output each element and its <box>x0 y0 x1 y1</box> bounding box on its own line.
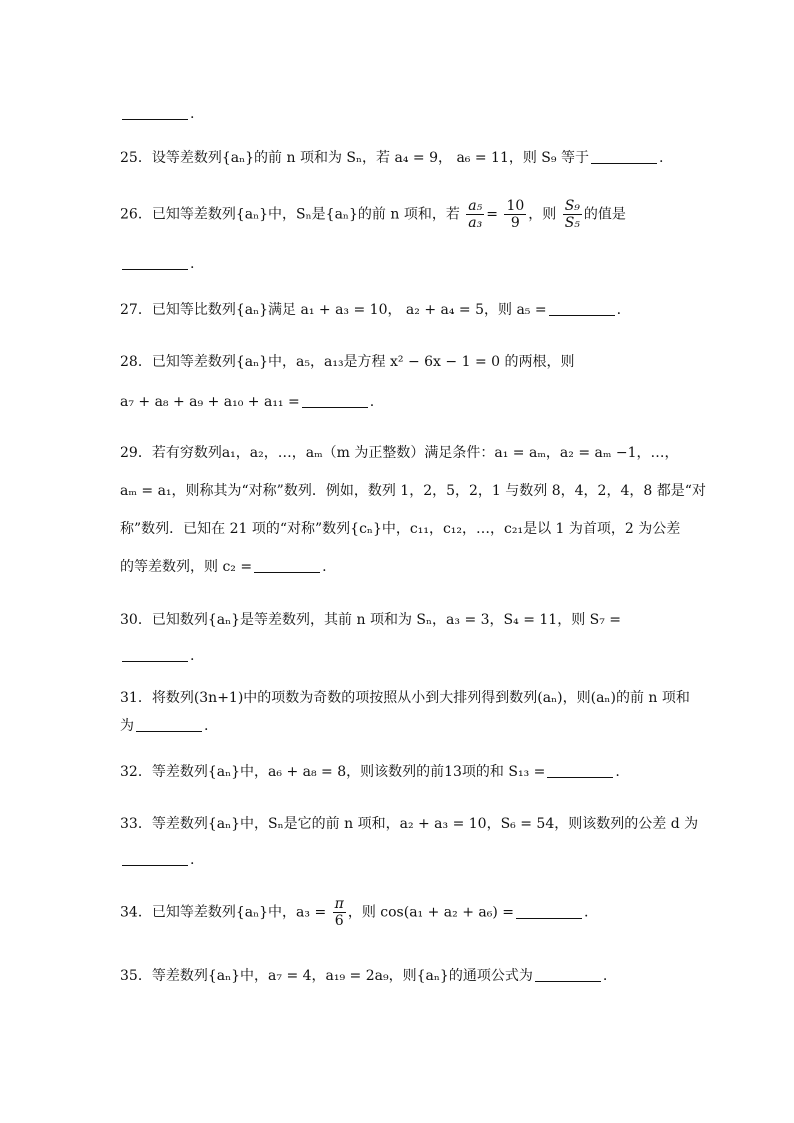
period: . <box>369 394 375 410</box>
fraction-denominator: 6 <box>334 913 344 929</box>
question-29-text: 29．若有穷数列a₁，a₂，…，aₘ（m 为正整数）满足条件：a₁ = aₘ，a₂ = aₘ −1，…， <box>120 445 679 461</box>
answer-blank <box>547 763 613 778</box>
period: . <box>583 904 589 921</box>
question-30 <box>120 610 621 630</box>
question-29-text: aₘ = a₁，则称其为“对称”数列．例如，数列 1，2，5，2，1 与数列 8，4，2，4，8 都是“对 <box>120 483 706 499</box>
question-26-text-c: 的值是 <box>583 206 626 223</box>
question-26-answer-line <box>120 254 194 274</box>
question-26-text-a: 26．已知等差数列{aₙ}中，Sₙ是{aₙ}的前 n 项和，若 <box>120 206 460 223</box>
fraction-numerator: 10 <box>506 198 525 214</box>
fraction-denominator: 9 <box>510 215 520 231</box>
question-27 <box>120 300 621 320</box>
period: . <box>190 256 195 272</box>
question-32 <box>120 762 620 782</box>
question-29-line-2 <box>120 481 706 501</box>
question-33 <box>120 814 698 834</box>
question-31-text: 31．将数列(3n+1)中的项数为奇数的项按照从小到大排列得到数列(aₙ)，则(aₙ)的前 n 项和 <box>120 690 690 706</box>
period: . <box>190 106 195 122</box>
fraction-numerator: π <box>334 896 344 912</box>
answer-blank <box>122 851 188 866</box>
answer-blank <box>591 149 657 164</box>
question-35-text: 35．等差数列{aₙ}中，a₇ = 4，a₁₉ = 2a₉，则{aₙ}的通项公式为 <box>120 968 533 984</box>
question-29-line-4 <box>120 557 327 577</box>
answer-blank <box>122 255 188 270</box>
fraction-denominator: S₅ <box>564 215 580 231</box>
question-29-text: 的等差数列，则 c₂ = <box>120 559 253 575</box>
answer-blank <box>535 967 601 982</box>
question-29-text: 称”数列．已知在 21 项的“对称”数列{cₙ}中，c₁₁，c₁₂，…，c₂₁是以 1 为首项，2 为公差 <box>120 521 681 537</box>
answer-blank <box>516 904 582 919</box>
answer-blank <box>302 393 368 408</box>
fraction-a5-over-a3 <box>466 198 484 231</box>
fraction-denominator: a₃ <box>468 215 483 231</box>
question-29-line-1 <box>120 443 679 463</box>
period: . <box>658 150 664 166</box>
fraction-numerator: a₅ <box>468 198 483 214</box>
question-30-answer-line <box>120 646 194 666</box>
question-28-line-1 <box>120 352 574 372</box>
question-27-text: 27．已知等比数列{aₙ}满足 a₁ + a₃ = 10， a₂ + a₄ = 5，则 a₅ = <box>120 302 547 318</box>
question-28-expression: a₇ + a₈ + a₉ + a₁₀ + a₁₁ = <box>120 394 300 410</box>
question-28-line-2 <box>120 392 374 412</box>
question-34-text-a: 34．已知等差数列{aₙ}中，a₃ = <box>120 904 327 921</box>
period: . <box>615 764 620 780</box>
answer-blank <box>549 301 615 316</box>
q24-answer-line <box>120 104 194 124</box>
period: . <box>322 559 327 575</box>
question-34 <box>120 896 588 929</box>
equals-sign: = <box>486 206 498 223</box>
question-26-text-b: ，则 <box>528 206 557 223</box>
question-25-text: 25．设等差数列{aₙ}的前 n 项和为 Sₙ，若 a₄ = 9， a₆ = 11，则 S₉ 等于 <box>120 150 589 166</box>
question-31-line-2 <box>120 716 208 736</box>
fraction-10-over-9 <box>504 198 526 231</box>
answer-blank <box>122 647 188 662</box>
period: . <box>204 718 209 734</box>
question-33-text: 33．等差数列{aₙ}中，Sₙ是它的前 n 项和，a₂ + a₃ = 10，S₆ = 54，则该数列的公差 d 为 <box>120 816 699 832</box>
fraction-pi-over-6 <box>333 896 346 929</box>
question-32-text: 32．等差数列{aₙ}中，a₆ + a₈ = 8，则该数列的前13项的和 S₁₃ = <box>120 764 546 780</box>
answer-blank <box>122 105 188 120</box>
question-25 <box>120 148 663 168</box>
question-33-answer-line <box>120 850 194 870</box>
period: . <box>616 302 622 318</box>
question-35 <box>120 966 607 986</box>
question-26 <box>120 198 626 231</box>
period: . <box>190 852 195 868</box>
answer-blank <box>136 717 202 732</box>
fraction-s9-over-s5 <box>563 198 582 231</box>
question-31-line-1 <box>120 688 690 708</box>
answer-blank <box>254 558 320 573</box>
question-34-text-b: ，则 cos(a₁ + a₂ + a₆) = <box>347 904 514 921</box>
fraction-numerator: S₉ <box>564 198 580 214</box>
question-28-text: 28．已知等差数列{aₙ}中，a₅，a₁₃是方程 x² − 6x − 1 = 0 的两根，则 <box>120 354 575 370</box>
period: . <box>602 968 608 984</box>
period: . <box>190 648 195 664</box>
question-29-line-3 <box>120 519 680 539</box>
question-30-text: 30．已知数列{aₙ}是等差数列，其前 n 项和为 Sₙ，a₃ = 3，S₄ = 11，则 S₇ = <box>120 612 622 628</box>
question-31-text: 为 <box>120 718 134 734</box>
